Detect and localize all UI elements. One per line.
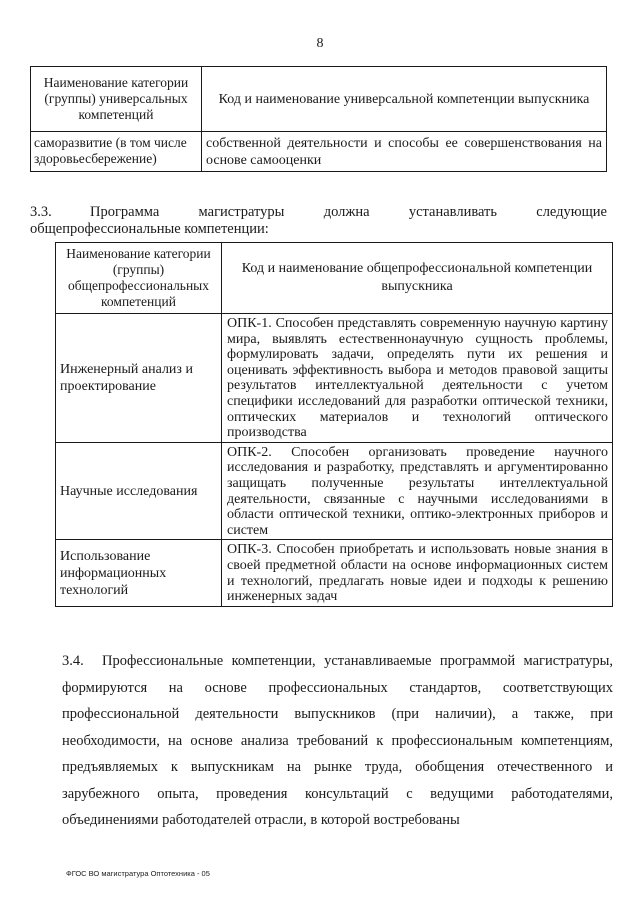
paragraph-number: 3.3. [30, 204, 52, 220]
paragraph-3-3 [30, 204, 607, 238]
table-row [56, 540, 613, 606]
category-cell: саморазвитие (в том числе здоровьесбережение) [31, 132, 202, 172]
header-competence: Код и наименование универсальной компетенции выпускника [202, 67, 607, 132]
header-category: Наименование категории (группы) универсальных компетенций [31, 67, 202, 132]
category-cell: Научные исследования [56, 442, 222, 540]
header-competence: Код и наименование общепрофессиональной компетенции выпускника [222, 243, 613, 314]
category-cell: Инженерный анализ и проектирование [56, 314, 222, 443]
competence-cell: ОПК-2. Способен организовать проведение научного исследования и разработку, представлять и аргументированно защищать полученные результаты интеллектуальной деятельности, связанные с научными исследованиями в области оптической техники, оптико-электронных приборов и систем [222, 442, 613, 540]
header-category: Наименование категории (группы) общепрофессиональных компетенций [56, 243, 222, 314]
paragraph-text: Профессиональные компетенции, устанавливаемые программой магистратуры, формируются на основе профессиональных стандартов, соответствующих профессиональной деятельности выпускников (при наличии), а также, при необходимости, на основе анализа требований к профессиональным компетенциям, предъявляемых к выпускникам на рынке труда, обобщения отечественного и зарубежного опыта, проведения консультаций с ведущими работодателями, объединениями работодателей отрасли, в которой востребованы [62, 653, 613, 828]
table-row [31, 132, 607, 172]
table-header-row [56, 243, 613, 314]
footer: ФГОС ВО магистратура Оптотехника - 05 [66, 869, 210, 878]
competence-cell: ОПК-1. Способен представлять современную научную картину мира, выявлять естественнонаучную сущность проблемы, формулировать задачи, определять пути их решения и оценивать эффективность выбора и методов правовой защиты результатов интеллектуальной деятельности с учетом специфики исследований для разработки оптической техники, оптических материалов и технологий оптического производства [222, 314, 613, 443]
competence-cell: ОПК-3. Способен приобретать и использовать новые знания в своей предметной области на основе информационных систем и технологий, предлагать новые идеи и подходы к решению инженерных задач [222, 540, 613, 606]
paragraph-number: 3.4. [62, 653, 84, 669]
paragraph-3-4 [62, 648, 613, 834]
competence-cell: собственной деятельности и способы ее совершенствования на основе самооценки [202, 132, 607, 172]
table-header-row [31, 67, 607, 132]
table-row [56, 314, 613, 443]
page-number: 8 [316, 36, 324, 51]
universal-competencies-table [30, 66, 607, 172]
category-cell: Использование информационных технологий [56, 540, 222, 606]
general-professional-competencies-table [55, 242, 613, 607]
paragraph-text: Программа магистратуры должна устанавливать следующие общепрофессиональные компетенции: [30, 204, 607, 237]
table-row [56, 442, 613, 540]
